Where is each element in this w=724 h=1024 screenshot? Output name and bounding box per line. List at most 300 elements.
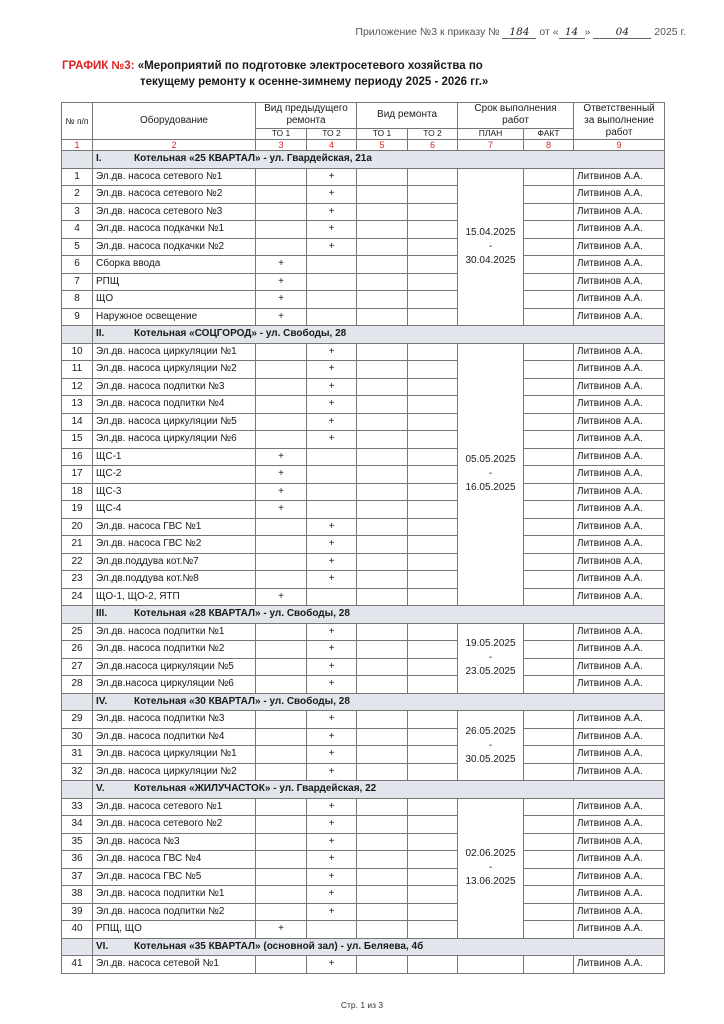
repair-to2 <box>408 816 458 834</box>
fact-date <box>524 728 574 746</box>
header-repair: Вид ремонта <box>357 103 458 129</box>
table-row <box>62 536 665 554</box>
section-spacer <box>62 938 93 956</box>
prev-to1-mark <box>256 623 307 641</box>
section-numeral: I. <box>96 153 102 165</box>
plan-dash: - <box>488 468 493 480</box>
repair-to2 <box>408 501 458 519</box>
equipment-name: Эл.дв. насоса циркуляции №6 <box>93 431 256 449</box>
table-row <box>62 658 665 676</box>
fact-date <box>524 256 574 274</box>
prev-to1-mark <box>256 676 307 694</box>
row-number: 14 <box>62 413 93 431</box>
prev-to1-mark <box>256 833 307 851</box>
responsible-person: Литвинов А.А. <box>574 256 665 274</box>
prev-to2-mark <box>307 501 357 519</box>
prev-to2-mark: + <box>307 641 357 659</box>
prev-to2-mark: + <box>307 728 357 746</box>
prev-to2-mark: + <box>307 956 357 974</box>
responsible-person: Литвинов А.А. <box>574 221 665 239</box>
repair-to1 <box>357 956 408 974</box>
equipment-name: Эл.дв. насоса сетевой №1 <box>93 956 256 974</box>
table-row <box>62 833 665 851</box>
repair-to1 <box>357 816 408 834</box>
responsible-person: Литвинов А.А. <box>574 501 665 519</box>
header-to1: ТО 1 <box>256 128 307 139</box>
equipment-name: Сборка ввода <box>93 256 256 274</box>
row-number: 37 <box>62 868 93 886</box>
prev-to2-mark: + <box>307 798 357 816</box>
prev-to2-mark: + <box>307 378 357 396</box>
equipment-name: Эл.дв.насоса циркуляции №6 <box>93 676 256 694</box>
repair-to1 <box>357 886 408 904</box>
fact-date <box>524 956 574 974</box>
equipment-name: Эл.дв. насоса циркуляции №2 <box>93 763 256 781</box>
responsible-person: Литвинов А.А. <box>574 343 665 361</box>
repair-to1 <box>357 903 408 921</box>
responsible-person: Литвинов А.А. <box>574 431 665 449</box>
table-row <box>62 186 665 204</box>
repair-to2 <box>408 658 458 676</box>
prev-to2-mark: + <box>307 553 357 571</box>
repair-to1 <box>357 273 408 291</box>
prev-to1-mark: + <box>256 921 307 939</box>
section-row <box>62 781 665 799</box>
repair-to2 <box>408 431 458 449</box>
responsible-person: Литвинов А.А. <box>574 361 665 379</box>
equipment-name: Наружное освещение <box>93 308 256 326</box>
row-number: 17 <box>62 466 93 484</box>
responsible-person: Литвинов А.А. <box>574 588 665 606</box>
equipment-name: Эл.дв. насоса циркуляции №5 <box>93 413 256 431</box>
equipment-name: Эл.дв. насоса сетевого №1 <box>93 168 256 186</box>
table-row <box>62 571 665 589</box>
prev-to1-mark: + <box>256 448 307 466</box>
fact-date <box>524 903 574 921</box>
repair-to1 <box>357 536 408 554</box>
section-spacer <box>62 326 93 344</box>
table-row <box>62 588 665 606</box>
section-title <box>93 693 665 711</box>
row-number: 16 <box>62 448 93 466</box>
fact-date <box>524 833 574 851</box>
header-deadline: Срок выполнения работ <box>458 103 574 129</box>
prev-to2-mark: + <box>307 886 357 904</box>
equipment-name: РПЩ, ЩО <box>93 921 256 939</box>
order-number: 184 <box>502 26 536 39</box>
fact-date <box>524 623 574 641</box>
row-number: 8 <box>62 291 93 309</box>
equipment-name: Эл.дв. насоса ГВС №1 <box>93 518 256 536</box>
row-number: 29 <box>62 711 93 729</box>
table-row <box>62 378 665 396</box>
row-number: 23 <box>62 571 93 589</box>
col-number: 9 <box>574 140 665 151</box>
repair-to1 <box>357 186 408 204</box>
responsible-person: Литвинов А.А. <box>574 711 665 729</box>
repair-to1 <box>357 798 408 816</box>
section-title <box>93 151 665 169</box>
repair-to2 <box>408 378 458 396</box>
row-number: 33 <box>62 798 93 816</box>
section-spacer <box>62 151 93 169</box>
title-line1: «Мероприятий по подготовке электросетевого хозяйства по <box>137 60 483 72</box>
row-number: 18 <box>62 483 93 501</box>
table-row <box>62 273 665 291</box>
fact-date <box>524 851 574 869</box>
header-to1: ТО 1 <box>357 128 408 139</box>
repair-to2 <box>408 273 458 291</box>
row-number: 20 <box>62 518 93 536</box>
row-number: 25 <box>62 623 93 641</box>
prev-to2-mark: + <box>307 711 357 729</box>
section-title <box>93 606 665 624</box>
plan-dash: - <box>488 862 493 873</box>
repair-to2 <box>408 413 458 431</box>
prev-to2-mark: + <box>307 343 357 361</box>
repair-to1 <box>357 168 408 186</box>
repair-to2 <box>408 483 458 501</box>
repair-to2 <box>408 588 458 606</box>
plan-start-date: 26.05.2025 <box>465 725 516 737</box>
prev-to2-mark: + <box>307 833 357 851</box>
col-number: 2 <box>93 140 256 151</box>
repair-to1 <box>357 553 408 571</box>
row-number: 28 <box>62 676 93 694</box>
responsible-person: Литвинов А.А. <box>574 536 665 554</box>
plan-end-date: 13.06.2025 <box>465 876 516 887</box>
plan-dash: - <box>488 240 493 252</box>
equipment-name: Эл.дв. насоса подпитки №3 <box>93 711 256 729</box>
repair-to1 <box>357 466 408 484</box>
repair-to1 <box>357 361 408 379</box>
table-row <box>62 676 665 694</box>
responsible-person: Литвинов А.А. <box>574 658 665 676</box>
repair-to1 <box>357 518 408 536</box>
table-row <box>62 816 665 834</box>
fact-date <box>524 501 574 519</box>
table-row <box>62 553 665 571</box>
table-row <box>62 343 665 361</box>
col-number: 3 <box>256 140 307 151</box>
row-number: 40 <box>62 921 93 939</box>
col-number: 5 <box>357 140 408 151</box>
prev-to2-mark: + <box>307 221 357 239</box>
section-row <box>62 326 665 344</box>
prev-to1-mark <box>256 203 307 221</box>
equipment-name: РПЩ <box>93 273 256 291</box>
repair-to2 <box>408 833 458 851</box>
row-number: 31 <box>62 746 93 764</box>
responsible-person: Литвинов А.А. <box>574 448 665 466</box>
repair-to1 <box>357 641 408 659</box>
table-row <box>62 903 665 921</box>
responsible-person: Литвинов А.А. <box>574 291 665 309</box>
plan-dash: - <box>488 739 493 751</box>
responsible-person: Литвинов А.А. <box>574 203 665 221</box>
responsible-person: Литвинов А.А. <box>574 308 665 326</box>
prev-to2-mark <box>307 483 357 501</box>
equipment-name: Эл.дв.поддува кот.№7 <box>93 553 256 571</box>
fact-date <box>524 658 574 676</box>
schedule-table <box>61 102 665 974</box>
row-number: 15 <box>62 431 93 449</box>
repair-to1 <box>357 763 408 781</box>
repair-to2 <box>408 571 458 589</box>
row-number: 6 <box>62 256 93 274</box>
prev-to1-mark <box>256 378 307 396</box>
plan-end-date: 30.04.2025 <box>465 254 516 266</box>
repair-to2 <box>408 728 458 746</box>
row-number: 26 <box>62 641 93 659</box>
row-number: 27 <box>62 658 93 676</box>
row-number: 5 <box>62 238 93 256</box>
equipment-name: Эл.дв. насоса циркуляции №2 <box>93 361 256 379</box>
prev-to2-mark: + <box>307 518 357 536</box>
col-number: 7 <box>458 140 524 151</box>
prev-to2-mark: + <box>307 168 357 186</box>
equipment-name: ЩО <box>93 291 256 309</box>
fact-date <box>524 448 574 466</box>
responsible-person: Литвинов А.А. <box>574 518 665 536</box>
row-number: 30 <box>62 728 93 746</box>
table-row <box>62 168 665 186</box>
prev-to1-mark <box>256 851 307 869</box>
plan-start-date: 02.06.2025 <box>465 848 516 859</box>
prev-to1-mark <box>256 343 307 361</box>
row-number: 19 <box>62 501 93 519</box>
responsible-person: Литвинов А.А. <box>574 273 665 291</box>
prev-to1-mark: + <box>256 273 307 291</box>
table-row <box>62 921 665 939</box>
prev-to1-mark <box>256 571 307 589</box>
prev-to2-mark <box>307 588 357 606</box>
page-footer: Стр. 1 из 3 <box>340 1000 384 1010</box>
repair-to2 <box>408 868 458 886</box>
prev-to1-mark: + <box>256 588 307 606</box>
repair-to1 <box>357 623 408 641</box>
table-row <box>62 711 665 729</box>
responsible-person: Литвинов А.А. <box>574 483 665 501</box>
section-name: Котельная «25 КВАРТАЛ» - ул. Гвардейская, 21а <box>134 153 372 165</box>
col-number: 4 <box>307 140 357 151</box>
table-row <box>62 868 665 886</box>
repair-to1 <box>357 851 408 869</box>
table-row <box>62 361 665 379</box>
responsible-person: Литвинов А.А. <box>574 641 665 659</box>
equipment-name: Эл.дв. насоса подпитки №4 <box>93 396 256 414</box>
repair-to2 <box>408 238 458 256</box>
repair-to1 <box>357 921 408 939</box>
equipment-name: ЩС-2 <box>93 466 256 484</box>
responsible-person: Литвинов А.А. <box>574 466 665 484</box>
repair-to1 <box>357 588 408 606</box>
repair-to2 <box>408 448 458 466</box>
equipment-name: ЩС-1 <box>93 448 256 466</box>
prev-to1-mark <box>256 886 307 904</box>
fact-date <box>524 343 574 361</box>
prev-to2-mark: + <box>307 763 357 781</box>
row-number: 1 <box>62 168 93 186</box>
header-equipment: Оборудование <box>93 103 256 140</box>
prev-to1-mark <box>256 396 307 414</box>
equipment-name: Эл.дв. насоса подкачки №2 <box>93 238 256 256</box>
row-number: 9 <box>62 308 93 326</box>
repair-to1 <box>357 483 408 501</box>
prev-to2-mark: + <box>307 203 357 221</box>
repair-to1 <box>357 378 408 396</box>
repair-to1 <box>357 308 408 326</box>
repair-to2 <box>408 221 458 239</box>
equipment-name: Эл.дв. насоса ГВС №4 <box>93 851 256 869</box>
fact-date <box>524 588 574 606</box>
repair-to2 <box>408 536 458 554</box>
prev-to2-mark: + <box>307 536 357 554</box>
prev-to1-mark <box>256 956 307 974</box>
responsible-person: Литвинов А.А. <box>574 816 665 834</box>
prev-to2-mark <box>307 448 357 466</box>
responsible-person: Литвинов А.А. <box>574 571 665 589</box>
equipment-name: Эл.дв. насоса ГВС №2 <box>93 536 256 554</box>
responsible-person: Литвинов А.А. <box>574 763 665 781</box>
order-day: 14 <box>559 26 585 39</box>
fact-date <box>524 571 574 589</box>
prev-to1-mark: + <box>256 466 307 484</box>
prev-to2-mark <box>307 466 357 484</box>
plan-start-date: 15.04.2025 <box>465 226 516 238</box>
fact-date <box>524 536 574 554</box>
table-row <box>62 851 665 869</box>
prev-to1-mark: + <box>256 308 307 326</box>
equipment-name: Эл.дв. насоса циркуляции №1 <box>93 746 256 764</box>
repair-to2 <box>408 798 458 816</box>
responsible-person: Литвинов А.А. <box>574 956 665 974</box>
prev-to1-mark <box>256 903 307 921</box>
equipment-name: Эл.дв. насоса сетевого №1 <box>93 798 256 816</box>
responsible-person: Литвинов А.А. <box>574 903 665 921</box>
repair-to1 <box>357 868 408 886</box>
plan-dash: - <box>488 652 493 663</box>
repair-to1 <box>357 746 408 764</box>
table-row <box>62 413 665 431</box>
prev-to1-mark: + <box>256 483 307 501</box>
responsible-person: Литвинов А.А. <box>574 728 665 746</box>
equipment-name: ЩС-3 <box>93 483 256 501</box>
row-number: 38 <box>62 886 93 904</box>
repair-to2 <box>408 711 458 729</box>
section-name: Котельная «35 КВАРТАЛ» (основной зал) - ул. Беляева, 4б <box>134 940 424 952</box>
repair-to2 <box>408 308 458 326</box>
fact-date <box>524 238 574 256</box>
row-number: 35 <box>62 833 93 851</box>
repair-to1 <box>357 658 408 676</box>
order-month: 04 <box>593 26 651 39</box>
section-spacer <box>62 693 93 711</box>
table-row <box>62 203 665 221</box>
prev-to1-mark <box>256 798 307 816</box>
repair-to1 <box>357 256 408 274</box>
fact-date <box>524 203 574 221</box>
repair-to2 <box>408 763 458 781</box>
prev-to2-mark: + <box>307 623 357 641</box>
responsible-person: Литвинов А.А. <box>574 851 665 869</box>
plan-dates <box>458 168 524 326</box>
responsible-person: Литвинов А.А. <box>574 186 665 204</box>
prev-to1-mark <box>256 553 307 571</box>
table-row <box>62 641 665 659</box>
fact-date <box>524 641 574 659</box>
appendix-year: 2025 г. <box>654 26 686 38</box>
fact-date <box>524 291 574 309</box>
col-number: 1 <box>62 140 93 151</box>
responsible-person: Литвинов А.А. <box>574 623 665 641</box>
table-row <box>62 396 665 414</box>
plan-end-date: 23.05.2025 <box>465 666 516 677</box>
header-plan: ПЛАН <box>458 128 524 139</box>
responsible-person: Литвинов А.А. <box>574 868 665 886</box>
repair-to1 <box>357 413 408 431</box>
prev-to1-mark <box>256 641 307 659</box>
fact-date <box>524 518 574 536</box>
responsible-person: Литвинов А.А. <box>574 238 665 256</box>
row-number: 34 <box>62 816 93 834</box>
header-to2: ТО 2 <box>307 128 357 139</box>
row-number: 41 <box>62 956 93 974</box>
repair-to1 <box>357 448 408 466</box>
repair-to1 <box>357 238 408 256</box>
section-row <box>62 606 665 624</box>
section-name: Котельная «СОЦГОРОД» - ул. Свободы, 28 <box>134 328 347 340</box>
repair-to2 <box>408 851 458 869</box>
equipment-name: Эл.дв. насоса подпитки №2 <box>93 903 256 921</box>
prev-to1-mark <box>256 728 307 746</box>
row-number: 21 <box>62 536 93 554</box>
plan-end-date: 16.05.2025 <box>465 482 516 494</box>
header-fact: ФАКТ <box>524 128 574 139</box>
prev-to1-mark <box>256 186 307 204</box>
appendix-from: от « <box>539 26 559 38</box>
repair-to2 <box>408 291 458 309</box>
section-row <box>62 693 665 711</box>
fact-date <box>524 466 574 484</box>
header-num: № п/п <box>62 103 93 140</box>
prev-to2-mark <box>307 308 357 326</box>
prev-to2-mark: + <box>307 361 357 379</box>
repair-to2 <box>408 956 458 974</box>
prev-to2-mark: + <box>307 431 357 449</box>
fact-date <box>524 221 574 239</box>
fact-date <box>524 763 574 781</box>
equipment-name: Эл.дв. насоса подпитки №2 <box>93 641 256 659</box>
repair-to1 <box>357 291 408 309</box>
row-number: 2 <box>62 186 93 204</box>
prev-to1-mark: + <box>256 501 307 519</box>
fact-date <box>524 921 574 939</box>
prev-to2-mark <box>307 256 357 274</box>
plan-dates <box>458 623 524 693</box>
repair-to2 <box>408 396 458 414</box>
equipment-name: Эл.дв.поддува кот.№8 <box>93 571 256 589</box>
row-number: 11 <box>62 361 93 379</box>
plan-dates <box>458 798 524 938</box>
repair-to2 <box>408 361 458 379</box>
equipment-name: Эл.дв. насоса сетевого №2 <box>93 816 256 834</box>
responsible-person: Литвинов А.А. <box>574 396 665 414</box>
plan-dates <box>458 711 524 781</box>
repair-to1 <box>357 728 408 746</box>
table-row <box>62 886 665 904</box>
repair-to2 <box>408 746 458 764</box>
